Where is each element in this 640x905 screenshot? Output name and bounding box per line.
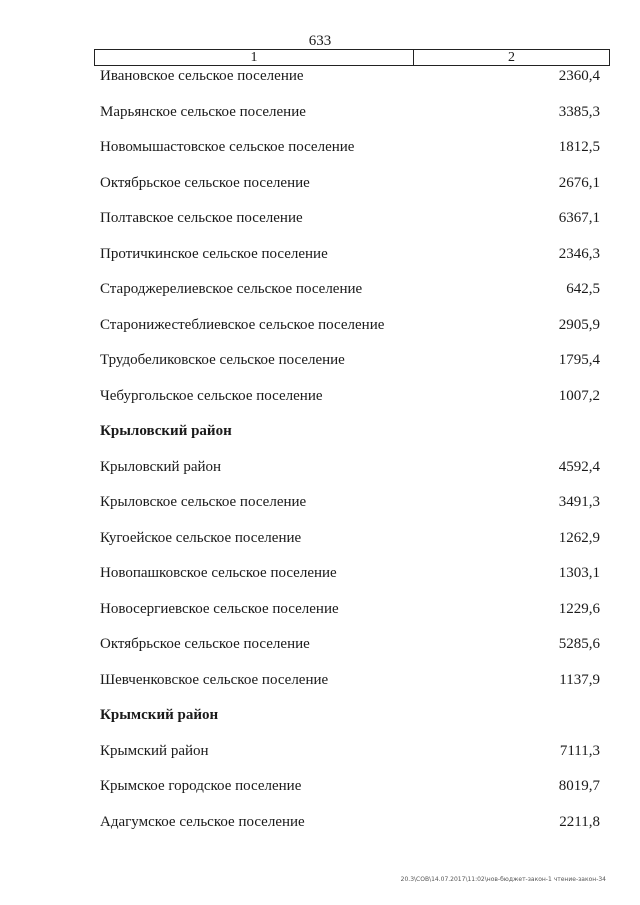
table-row	[0, 173, 640, 209]
settlement-name: Марьянское сельское поселение	[100, 103, 306, 120]
table-row	[0, 350, 640, 386]
settlement-name: Крымский район	[100, 742, 209, 759]
amount-value: 5285,6	[558, 636, 600, 652]
amount-value: 1007,2	[558, 387, 600, 404]
table-header	[94, 49, 610, 66]
table-row	[0, 102, 640, 138]
table-row	[0, 137, 640, 173]
table-body	[0, 66, 640, 847]
district-heading-row	[0, 705, 640, 741]
district-heading-row	[0, 421, 640, 457]
amount-value: 642,5	[566, 281, 600, 297]
amount-value: 7111,3	[559, 742, 600, 759]
amount-value: 2360,4	[558, 68, 600, 84]
table-row	[0, 812, 640, 848]
amount-value: 4592,4	[558, 458, 600, 475]
settlement-name: Крыловское сельское поселение	[100, 494, 307, 510]
page-number: 633	[308, 33, 332, 49]
amount-value: 3491,3	[558, 494, 600, 510]
table-row	[0, 528, 640, 564]
amount-value: 3385,3	[558, 103, 600, 120]
settlement-name: Трудобеликовское сельское поселение	[100, 352, 345, 368]
amount-value: 1229,6	[558, 600, 600, 617]
table-row	[0, 208, 640, 244]
amount-value: 1262,9	[558, 529, 600, 546]
table-row	[0, 66, 640, 102]
settlement-name: Шевченковское сельское поселение	[100, 671, 329, 688]
amount-value: 1137,9	[559, 671, 600, 688]
table-row	[0, 457, 640, 493]
settlement-name: Новомышастовское сельское поселение	[100, 139, 355, 155]
amount-value: 1795,4	[558, 352, 600, 368]
amount-value: 8019,7	[558, 778, 600, 794]
amount-value: 6367,1	[558, 210, 600, 226]
settlement-name: Старонижестеблиевское сельское поселение	[100, 316, 385, 333]
settlement-name: Кугоейское сельское поселение	[100, 529, 302, 546]
settlement-name: Староджерелиевское сельское поселение	[100, 281, 363, 297]
table-row	[0, 386, 640, 422]
table-row	[0, 741, 640, 777]
table-row	[0, 492, 640, 528]
table-row	[0, 599, 640, 635]
amount-value: 1303,1	[558, 565, 600, 581]
amount-value: 2346,3	[558, 245, 600, 262]
settlement-name: Октябрьское сельское поселение	[100, 174, 310, 191]
amount-value: 2211,8	[559, 813, 600, 830]
footer-file-path: 20.3\СОВ\14.07.2017\11:02\нов-бюджет-закон-1 чтение-закон-34	[400, 876, 606, 883]
table-row	[0, 634, 640, 670]
settlement-name: Крымское городское поселение	[100, 778, 302, 794]
settlement-name: Новопашковское сельское поселение	[100, 565, 337, 581]
table-header-col-2: 2	[508, 50, 515, 65]
table-row	[0, 279, 640, 315]
table-row	[0, 315, 640, 351]
settlement-name: Полтавское сельское поселение	[100, 210, 303, 226]
settlement-name: Крыловский район	[100, 458, 222, 475]
settlement-name: Новосергиевское сельское поселение	[100, 600, 339, 617]
settlement-name: Октябрьское сельское поселение	[100, 636, 310, 652]
settlement-name: Ивановское сельское поселение	[100, 68, 304, 84]
table-row	[0, 776, 640, 812]
amount-value: 2905,9	[558, 316, 600, 333]
district-heading: Крымский район	[100, 707, 219, 723]
table-row	[0, 563, 640, 599]
settlement-name: Чебургольское сельское поселение	[100, 387, 323, 404]
table-header-col-1: 1	[95, 50, 414, 65]
table-row	[0, 244, 640, 280]
amount-value: 2676,1	[558, 174, 600, 191]
table-row	[0, 670, 640, 706]
settlement-name: Протичкинское сельское поселение	[100, 245, 328, 262]
amount-value: 1812,5	[558, 139, 600, 155]
district-heading: Крыловский район	[100, 423, 232, 439]
settlement-name: Адагумское сельское поселение	[100, 813, 305, 830]
